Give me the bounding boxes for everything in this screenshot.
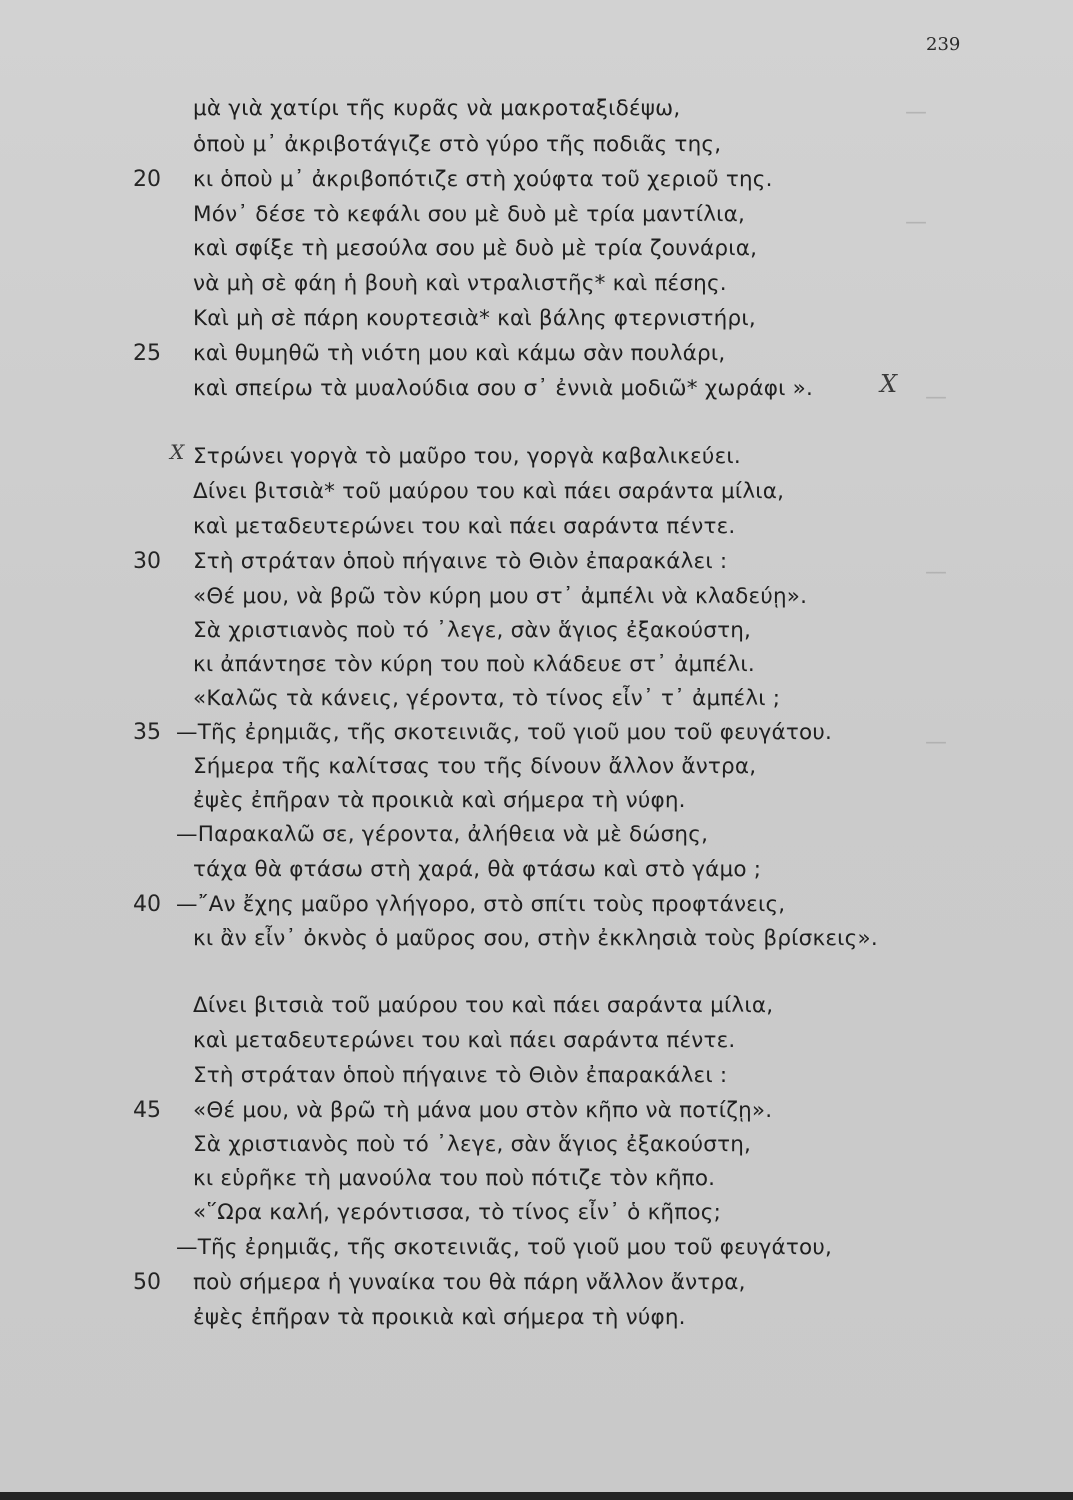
verse-line: Μόν᾿ δέσε τὸ κεφάλι σου μὲ δυὸ μὲ τρία μαντίλια, — [193, 202, 746, 227]
verse-line: Στὴ στράταν ὁποὺ πήγαινε τὸ Θιὸν ἐπαρακάλει : — [193, 549, 728, 574]
bleed-through-decoration: — — [925, 730, 947, 755]
bleed-through-decoration: — — [925, 560, 947, 585]
verse-line: Σήμερα τῆς καλίτσας του τῆς δίνουν ἄλλον ἄντρα, — [193, 754, 757, 779]
bleed-through-decoration: — — [905, 210, 927, 235]
verse-line: Στὴ στράταν ὁποὺ πήγαινε τὸ Θιὸν ἐπαρακάλει : — [193, 1063, 728, 1088]
verse-line: Δίνει βιτσιὰ* τοῦ μαύρου του καὶ πάει σαράντα μίλια, — [193, 479, 785, 504]
bleed-through-decoration: — — [905, 100, 927, 125]
verse-line: «Θέ μου, νὰ βρῶ τὸν κύρη μου στ᾿ ἀμπέλι νὰ κλαδεύῃ». — [193, 584, 808, 609]
verse-line: τάχα θὰ φτάσω στὴ χαρά, θὰ φτάσω καὶ στὸ γάμο ; — [193, 857, 762, 882]
verse-line: Σὰ χριστιανὸς ποὺ τό ᾿λεγε, σὰν ἅγιος ἐξακούστη, — [193, 618, 752, 643]
verse-line: καὶ σφίξε τὴ μεσούλα σου μὲ δυὸ μὲ τρία ζουνάρια, — [193, 236, 758, 261]
verse-line: —Τῆς ἐρημιᾶς, τῆς σκοτεινιᾶς, τοῦ γιοῦ μου τοῦ φευγάτου. — [176, 720, 833, 745]
line-number: 30 — [133, 549, 161, 574]
line-number: 50 — [133, 1270, 161, 1295]
line-number: 40 — [133, 892, 161, 917]
verse-line: μὰ γιὰ χατίρι τῆς κυρᾶς νὰ μακροταξιδέψω, — [193, 96, 681, 121]
verse-line: καὶ μεταδευτερώνει του καὶ πάει σαράντα πέντε. — [193, 514, 736, 539]
verse-line: «Καλῶς τὰ κάνεις, γέροντα, τὸ τίνος εἶν᾿ τ᾿ ἀμπέλι ; — [193, 686, 781, 711]
line-number: 45 — [133, 1098, 161, 1123]
verse-line: κι εὑρῆκε τὴ μανούλα του ποὺ πότιζε τὸν κῆπο. — [193, 1166, 716, 1191]
verse-line: «῞Ωρα καλή, γερόντισσα, τὸ τίνος εἶν᾿ ὁ κῆπος; — [193, 1200, 722, 1225]
verse-line: κι ἂν εἶν᾿ ὀκνὸς ὁ μαῦρος σου, στὴν ἐκκλησιὰ τοὺς βρίσκεις». — [193, 926, 878, 951]
verse-line: καὶ μεταδευτερώνει του καὶ πάει σαράντα πέντε. — [193, 1028, 736, 1053]
verse-line: Καὶ μὴ σὲ πάρη κουρτεσιὰ* καὶ βάλης φτερνιστήρι, — [193, 306, 756, 331]
verse-line: «Θέ μου, νὰ βρῶ τὴ μάνα μου στὸν κῆπο νὰ ποτίζῃ». — [193, 1098, 773, 1123]
scan-bottom-edge — [0, 1492, 1073, 1500]
verse-line: Σὰ χριστιανὸς ποὺ τό ᾿λεγε, σὰν ἅγιος ἐξακούστη, — [193, 1132, 752, 1157]
bleed-through-decoration: — — [925, 385, 947, 410]
verse-line: καὶ θυμηθῶ τὴ νιότη μου καὶ κάμω σὰν πουλάρι, — [193, 341, 726, 366]
verse-line: —Τῆς ἐρημιᾶς, τῆς σκοτεινιᾶς, τοῦ γιοῦ μου τοῦ φευγάτου, — [176, 1235, 833, 1260]
verse-line: —Παρακαλῶ σε, γέροντα, ἀλήθεια νὰ μὲ δώσης, — [176, 822, 709, 847]
verse-line: κι ἀπάντησε τὸν κύρη του ποὺ κλάδευε στ᾿ ἀμπέλι. — [193, 652, 755, 677]
verse-line: Στρώνει γοργὰ τὸ μαῦρο του, γοργὰ καβαλικεύει. — [193, 444, 741, 469]
line-number: 35 — [133, 720, 161, 745]
verse-line: —῎Αν ἔχης μαῦρο γλήγορο, στὸ σπίτι τοὺς προφτάνεις, — [176, 892, 786, 917]
pencil-mark: X — [880, 370, 898, 398]
verse-line: Δίνει βιτσιὰ τοῦ μαύρου του καὶ πάει σαράντα μίλια, — [193, 993, 774, 1018]
verse-line: ποὺ σήμερα ἡ γυναίκα του θὰ πάρη νἄλλον ἄντρα, — [193, 1270, 746, 1295]
verse-line: ὁποὺ μ᾿ ἀκριβοτάγιζε στὸ γύρο τῆς ποδιᾶς της, — [193, 132, 722, 157]
verse-line: νὰ μὴ σὲ φάη ἡ βουὴ καὶ ντραλιστῆς* καὶ πέσης. — [193, 271, 727, 296]
line-number: 25 — [133, 341, 161, 366]
verse-line: ἐψὲς ἐπῆραν τὰ προικιὰ καὶ σήμερα τὴ νύφη. — [193, 1305, 686, 1330]
verse-line: ἐψὲς ἐπῆραν τὰ προικιὰ καὶ σήμερα τὴ νύφη. — [193, 788, 686, 813]
verse-line: καὶ σπείρω τὰ μυαλούδια σου σ᾿ ἐννιὰ μοδιῶ* χωράφι ». — [193, 376, 814, 401]
page-number: 239 — [926, 34, 961, 55]
line-number: 20 — [133, 167, 161, 192]
pencil-mark: X — [170, 440, 185, 464]
verse-line: κι ὁποὺ μ᾿ ἀκριβοπότιζε στὴ χούφτα τοῦ χεριοῦ της. — [193, 167, 773, 192]
